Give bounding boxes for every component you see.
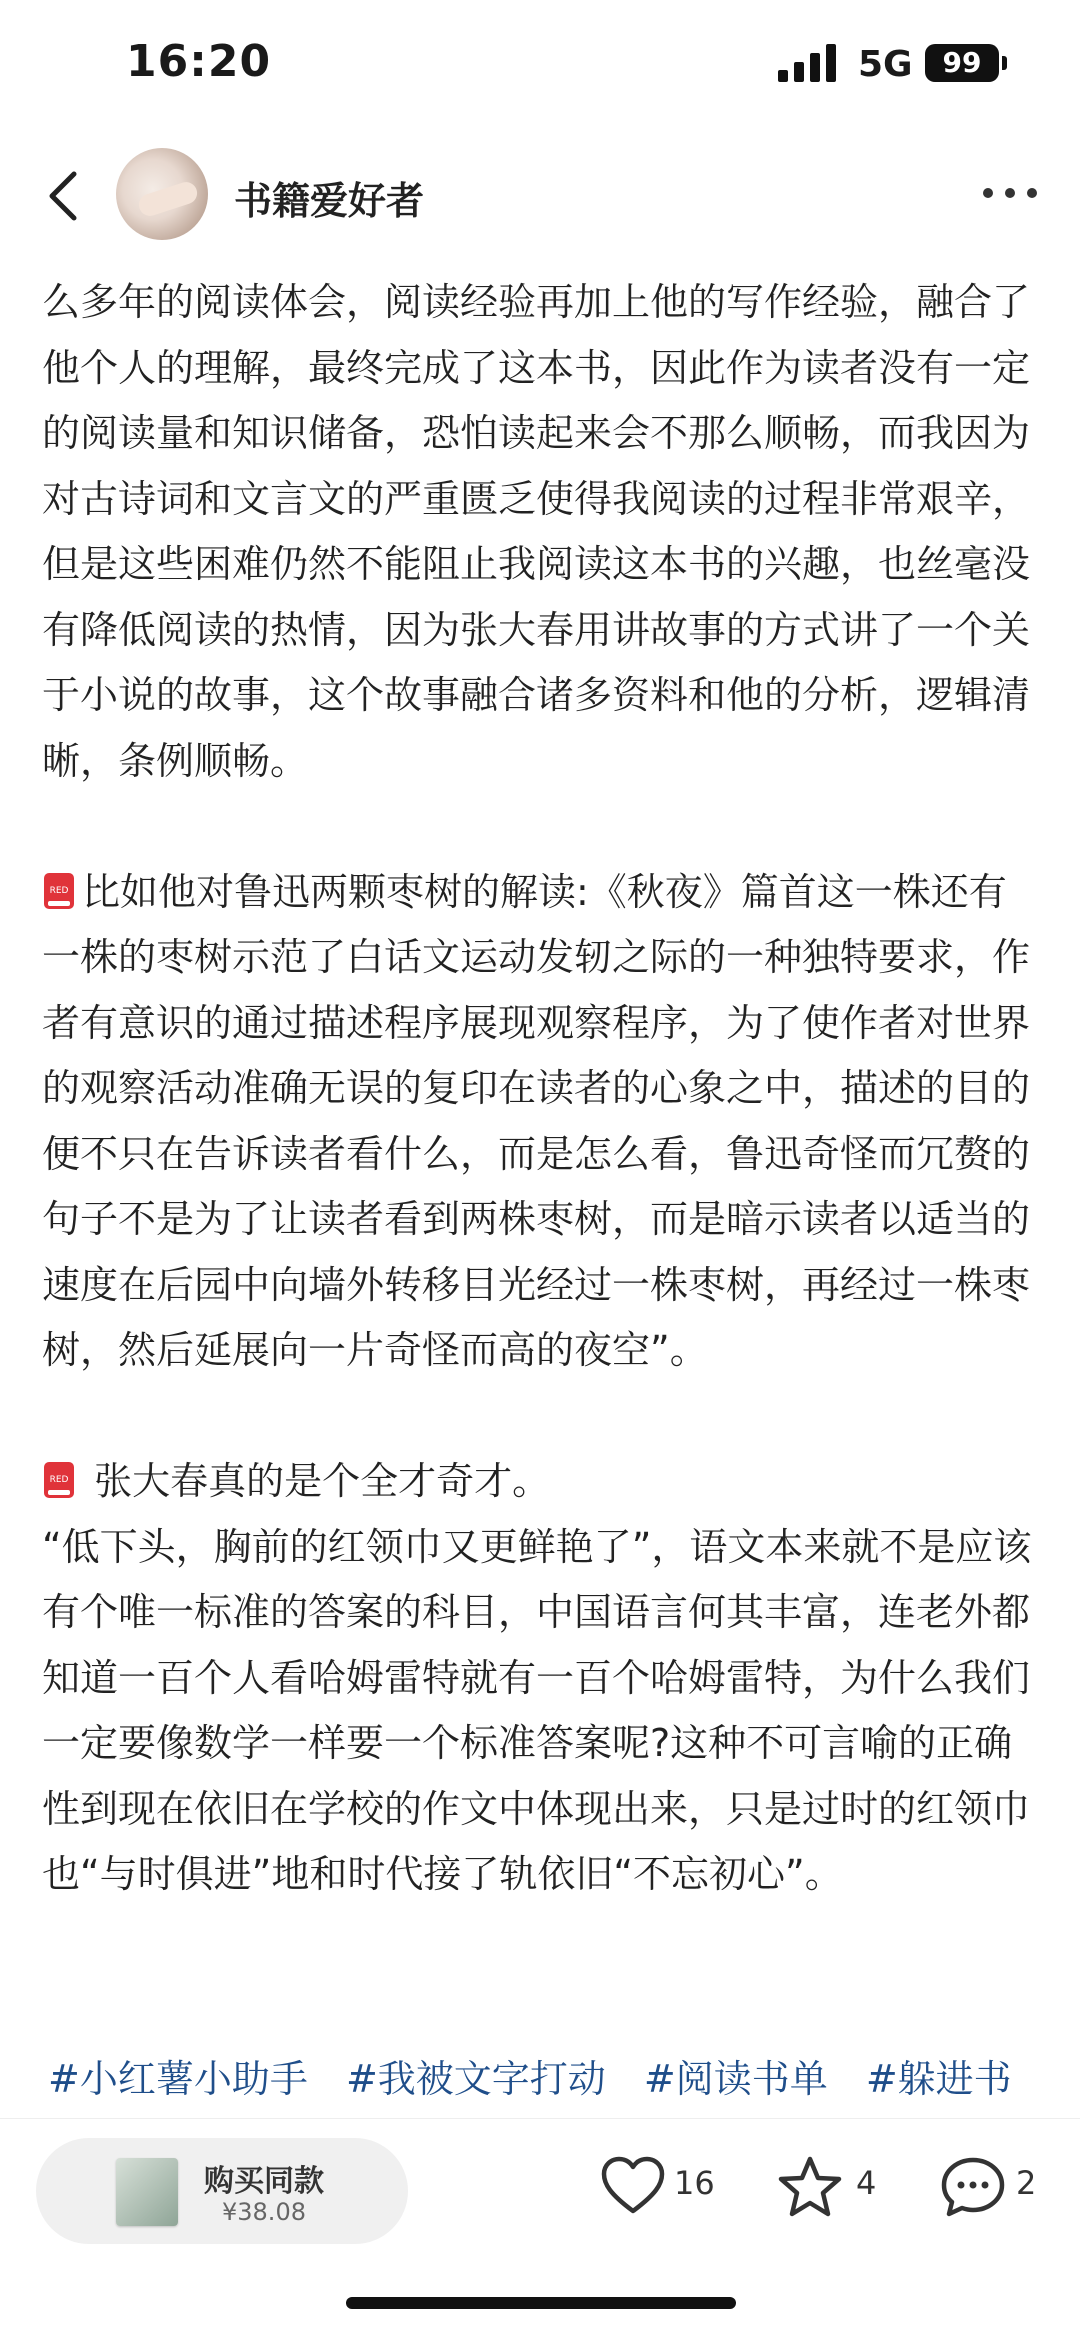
tag-list	[48, 2048, 1058, 2103]
tag-link[interactable]: #阅读书单	[643, 2057, 828, 2101]
note-content	[42, 270, 1042, 1908]
comment-count: 2	[1016, 2164, 1037, 2202]
signal-icon	[778, 44, 840, 82]
battery-tip	[1002, 56, 1007, 70]
tag-link[interactable]: #我被文字打动	[345, 2057, 606, 2101]
paragraph-3-text: 张大春真的是个全才奇才。	[82, 1459, 551, 1503]
author-avatar[interactable]	[116, 148, 208, 240]
battery-indicator: 99	[925, 44, 999, 82]
back-icon[interactable]	[40, 168, 88, 224]
buy-same-button[interactable]	[36, 2138, 408, 2244]
star-icon	[776, 2156, 844, 2218]
red-book-emoji-icon	[42, 871, 76, 911]
note-header	[0, 140, 1080, 250]
paragraph-1: 么多年的阅读体会，阅读经验再加上他的写作经验，融合了他个人的理解，最终完成了这本书，因此作为读者没有一定的阅读量和知识储备，恐怕读起来会不那么顺畅，而我因为对古诗词和文言文的严重匮乏使得我阅读的过程非常艰辛，但是这些困难仍然不能阻止我阅读这本书的兴趣，也丝毫没有降低阅读的热情，因为张大春用讲故事的方式讲了一个关于小说的故事，这个故事融合诸多资料和他的分析，逻辑清晰，条例顺畅。	[42, 280, 1031, 783]
paragraph-3	[42, 1449, 1042, 1515]
svg-text:RED: RED	[49, 1475, 69, 1485]
svg-text:RED: RED	[49, 885, 69, 896]
more-icon[interactable]	[980, 182, 1040, 204]
paragraph-2-text: 比如他对鲁迅两颗枣树的解读:《秋夜》篇首这一株还有一株的枣树示范了白话文运动发轫之际的一种独特要求，作者有意识的通过描述程序展现观察程序，为了使作者对世界的观察活动准确无误的复印在读者的心象之中，描述的目的便不只在告诉读者看什么，而是怎么看，鲁迅奇怪而冗赘的句子不是为了让读者看到两株枣树，而是暗示读者以适当的速度在后园中向墙外转移目光经过一株枣树，再经过一株枣树，然后延展向一片奇怪而高的夜空”。	[42, 869, 1031, 1372]
tag-link[interactable]: #躲进书	[865, 2057, 1012, 2101]
comment-bubble-icon	[940, 2156, 1006, 2218]
heart-icon	[600, 2156, 666, 2216]
book-thumbnail	[116, 2158, 178, 2226]
like-count: 16	[674, 2164, 715, 2202]
bottom-action-bar	[0, 2126, 1080, 2266]
author-name[interactable]: 书籍爱好者	[234, 179, 425, 223]
home-indicator	[346, 2297, 736, 2309]
network-type: 5G	[858, 44, 913, 85]
tag-link[interactable]: #小红薯小助手	[48, 2057, 308, 2101]
divider	[0, 2118, 1080, 2119]
paragraph-4: “低下头，胸前的红领巾又更鲜艳了”，语文本来就不是应该有个唯一标准的答案的科目，中国语言何其丰富，连老外都知道一百个人看哈姆雷特就有一百个哈姆雷特，为什么我们一定要像数学一样要一个标准答案呢?这种不可言喻的正确性到现在依旧在学校的作文中体现出来，只是过时的红领巾也“与时俱进”地和时代接了轨依旧“不忘初心”。	[42, 1524, 1032, 1896]
buy-title: 购买同款	[204, 2164, 324, 2199]
status-bar	[0, 0, 1080, 130]
red-book-emoji-icon	[42, 1460, 76, 1500]
favorite-count: 4	[856, 2164, 877, 2202]
paragraph-2	[42, 860, 1042, 1384]
buy-price: ¥38.08	[222, 2198, 306, 2226]
status-time: 16:20	[126, 36, 272, 87]
